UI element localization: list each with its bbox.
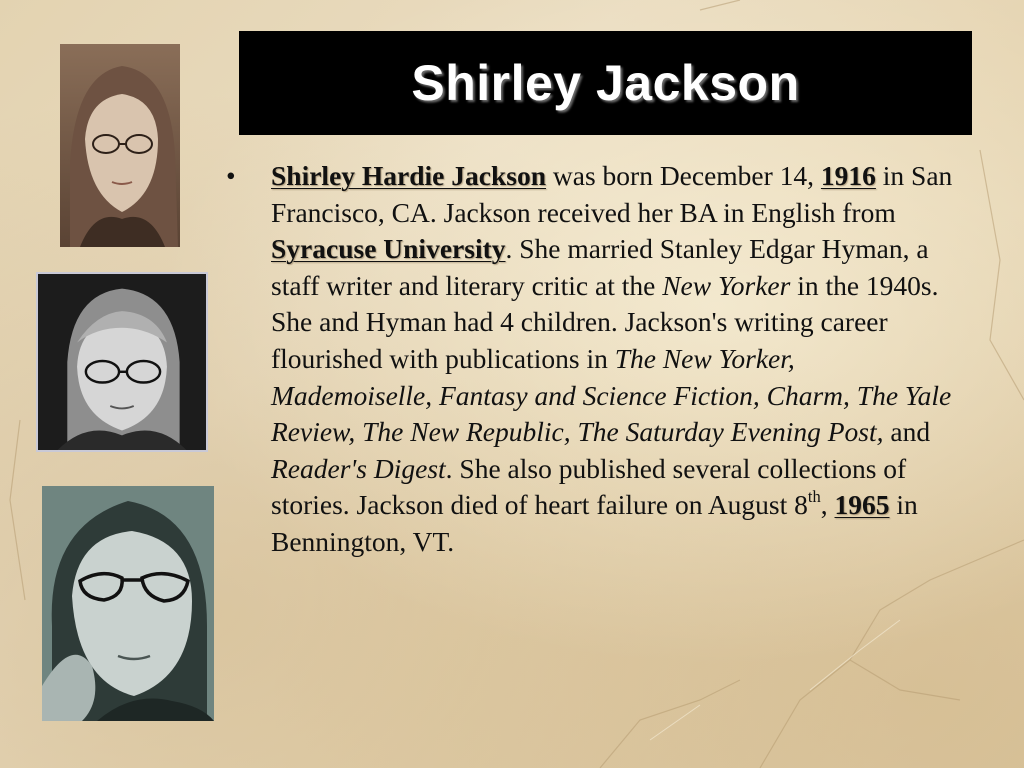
full-name: Shirley Hardie Jackson [271, 160, 547, 191]
text-segment: . She also published several collections of stories. Jackson died of heart failure on August 8 [271, 452, 907, 521]
text-segment: . She married Stanley Edgar Hyman, a staff writer and literary critic at the [271, 233, 929, 301]
birth-year: 1916 [820, 160, 876, 191]
slide-body [226, 158, 966, 561]
portrait-photo-older [42, 486, 214, 721]
portrait-photo-young [60, 44, 180, 247]
publication-list: The New Yorker, Mademoiselle, Fantasy and Science Fiction, Charm, The Yale Review, The New Republic, The Saturday Evening Post, [271, 342, 952, 448]
bullet-marker: • [226, 160, 236, 191]
biography-paragraph [271, 158, 961, 561]
text-segment: in San Francisco, CA. Jackson received her BA in English from [271, 160, 953, 228]
slide-title: Shirley Jackson [411, 55, 800, 111]
magazine-new-yorker: New Yorker [662, 269, 791, 301]
portrait-photo-glasses [36, 272, 208, 452]
death-year: 1965 [834, 489, 890, 521]
title-bar [239, 31, 972, 135]
university-name: Syracuse University [271, 233, 506, 265]
text-segment: in the 1940s. She and Hyman had 4 children. Jackson's writing career flourished with publications in [271, 269, 939, 374]
ordinal-suffix: th [807, 487, 821, 507]
text-segment: , [820, 489, 835, 521]
magazine-readers-digest: Reader's Digest [271, 452, 446, 484]
text-segment: was born December 14, [546, 160, 821, 191]
text-segment: in Bennington, VT. [271, 489, 918, 557]
text-segment: and [883, 416, 931, 448]
